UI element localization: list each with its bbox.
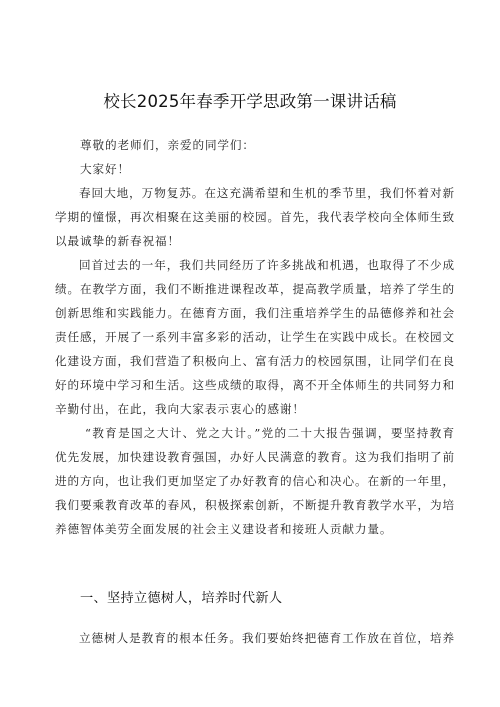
paragraph-line: 辛勤付出，在此，我向大家表示衷心的感谢！	[55, 402, 305, 416]
paragraph-line: 我们要乘教育改革的春风，积极探索创新，不断提升教育教学水平，为培	[55, 498, 455, 512]
paragraph-2	[55, 253, 455, 421]
paragraph-line: 创新思维和实践能力。在德育方面，我们注重培养学生的品德修养和社会	[55, 306, 455, 320]
paragraph-line: 优先发展，加快建设教育强国，办好人民满意的教育。这为我们指明了前	[55, 450, 455, 464]
paragraph-line: 学期的憧憬，再次相聚在这美丽的校园。首先，我代表学校向全体师生致	[55, 210, 455, 224]
paragraph-3	[55, 421, 455, 541]
paragraph-line: 养德智体美劳全面发展的社会主义建设者和接班人贡献力量。	[55, 522, 393, 536]
paragraph-line: 回首过去的一年，我们共同经历了许多挑战和机遇，也取得了不少成	[79, 258, 455, 272]
paragraph-line: 化建设方面，我们营造了积极向上、富有活力的校园氛围，让同学们在良	[55, 354, 455, 368]
paragraph-line: 进的方向，也让我们更加坚定了办好教育的信心和决心。在新的一年里，	[55, 474, 455, 488]
greeting: 大家好！	[80, 162, 130, 176]
paragraph-line: 绩。在教学方面，我们不断推进课程改革，提高教学质量，培养了学生的	[55, 282, 455, 296]
section-heading: 一、坚持立德树人，培养时代新人	[80, 591, 283, 606]
section-paragraph	[79, 626, 455, 650]
paragraph-line: 好的环境中学习和生活。这些成绩的取得，离不开全体师生的共同努力和	[55, 378, 455, 392]
paragraph-line: 立德树人是教育的根本任务。我们要始终把德育工作放在首位，培养	[79, 631, 455, 645]
document-body	[55, 133, 455, 541]
salutation: 尊敬的老师们，亲爱的同学们：	[80, 138, 255, 152]
paragraph-line: 春回大地，万物复苏。在这充满希望和生机的季节里，我们怀着对新	[79, 186, 455, 200]
paragraph-line: 以最诚挚的新春祝福！	[55, 234, 180, 248]
paragraph-line: “教育是国之大计、党之大计。”党的二十大报告强调，要坚持教育	[85, 426, 455, 440]
paragraph-line: 责任感，开展了一系列丰富多彩的活动，让学生在实践中成长。在校园文	[55, 330, 455, 344]
paragraph-1	[55, 181, 455, 253]
document-title: 校长2025年春季开学思政第一课讲话稿	[103, 92, 397, 111]
